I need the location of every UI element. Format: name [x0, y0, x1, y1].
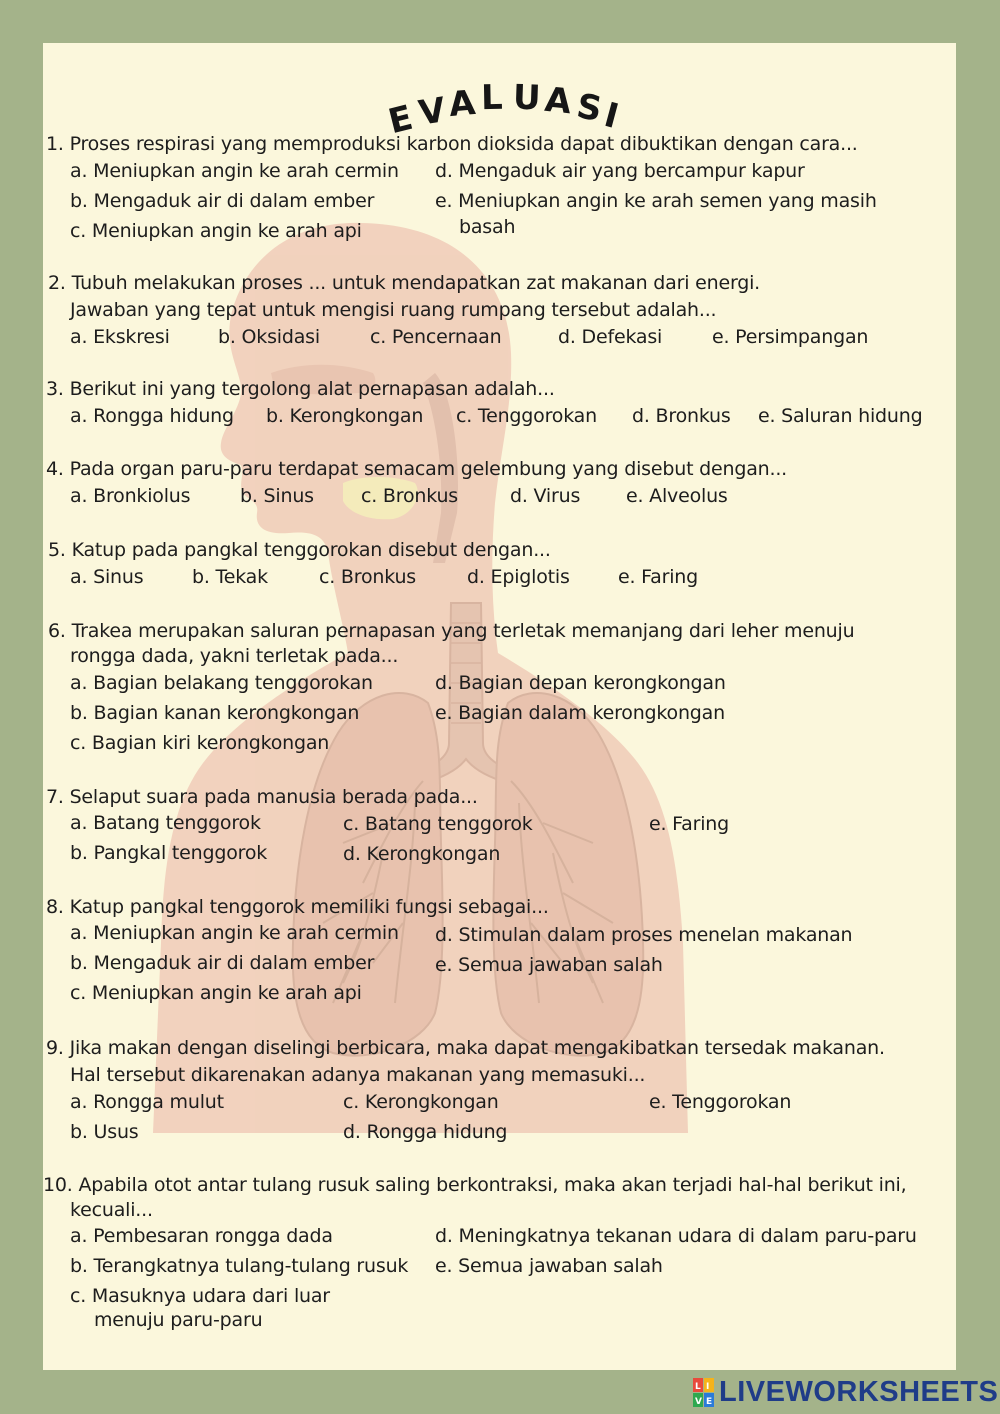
- question-5-option-b[interactable]: b. Tekak: [192, 566, 268, 588]
- question-1-text: 1. Proses respirasi yang memproduksi karbon dioksida dapat dibuktikan dengan cara...: [46, 133, 858, 155]
- question-7-option-a[interactable]: a. Batang tenggorok: [70, 812, 261, 834]
- title-letter: E: [384, 97, 417, 143]
- question-2-text-cont: Jawaban yang tepat untuk mengisi ruang rumpang tersebut adalah...: [70, 299, 717, 321]
- title-letter: L: [480, 77, 504, 119]
- title-letter: A: [542, 79, 574, 123]
- question-9-text: 9. Jika makan dengan diselingi berbicara, maka dapat mengakibatkan tersedak makanan.: [46, 1037, 885, 1059]
- title-letter: A: [447, 82, 478, 126]
- question-10-option-a[interactable]: a. Pembesaran rongga dada: [70, 1225, 333, 1247]
- question-9-option-b[interactable]: b. Usus: [70, 1121, 139, 1143]
- question-6-option-b[interactable]: b. Bagian kanan kerongkongan: [70, 702, 360, 724]
- question-3-text: 3. Berikut ini yang tergolong alat pernapasan adalah...: [46, 378, 555, 400]
- question-7-option-c[interactable]: c. Batang tenggorok: [343, 813, 533, 835]
- question-5-text: 5. Katup pada pangkal tenggorokan disebut dengan...: [48, 539, 551, 561]
- question-3-option-e[interactable]: e. Saluran hidung: [758, 405, 923, 427]
- title-letter: S: [573, 86, 605, 130]
- question-6-text: 6. Trakea merupakan saluran pernapasan yang terletak memanjang dari leher menuju: [48, 620, 855, 642]
- question-7-option-d[interactable]: d. Kerongkongan: [343, 843, 501, 865]
- question-1-option-c[interactable]: c. Meniupkan angin ke arah api: [70, 220, 362, 242]
- question-2-option-c[interactable]: c. Pencernaan: [370, 326, 502, 348]
- question-9-option-e[interactable]: e. Tenggorokan: [649, 1091, 792, 1113]
- question-10-text: 10. Apabila otot antar tulang rusuk saling berkontraksi, maka akan terjadi hal-hal berikut ini,: [43, 1174, 907, 1196]
- question-6-option-d[interactable]: d. Bagian depan kerongkongan: [435, 672, 726, 694]
- question-3-option-d[interactable]: d. Bronkus: [632, 405, 731, 427]
- question-10-option-c-cont: menuju paru-paru: [94, 1309, 263, 1331]
- question-4-text: 4. Pada organ paru-paru terdapat semacam gelembung yang disebut dengan...: [46, 458, 788, 480]
- question-2-option-b[interactable]: b. Oksidasi: [218, 326, 320, 348]
- question-1-option-b[interactable]: b. Mengaduk air di dalam ember: [70, 190, 375, 212]
- question-4-option-e[interactable]: e. Alveolus: [626, 485, 728, 507]
- question-1-option-d[interactable]: d. Mengaduk air yang bercampur kapur: [435, 160, 805, 182]
- question-8-option-b[interactable]: b. Mengaduk air di dalam ember: [70, 952, 375, 974]
- live-badge-letter-2: I: [706, 1382, 710, 1392]
- question-5-option-c[interactable]: c. Bronkus: [319, 566, 416, 588]
- question-2-option-a[interactable]: a. Ekskresi: [70, 326, 170, 348]
- question-10-option-d[interactable]: d. Meningkatnya tekanan udara di dalam paru-paru: [435, 1225, 917, 1247]
- worksheet-page: [43, 43, 956, 1370]
- question-4-option-c[interactable]: c. Bronkus: [361, 485, 458, 507]
- question-2-option-e[interactable]: e. Persimpangan: [712, 326, 869, 348]
- question-6-option-e[interactable]: e. Bagian dalam kerongkongan: [435, 702, 725, 724]
- live-badge-icon: [693, 1378, 715, 1408]
- question-8-option-e[interactable]: e. Semua jawaban salah: [435, 954, 663, 976]
- question-10-text-cont: kecuali...: [70, 1199, 153, 1221]
- question-3-option-c[interactable]: c. Tenggorokan: [456, 405, 597, 427]
- question-6-option-a[interactable]: a. Bagian belakang tenggorokan: [70, 672, 373, 694]
- question-2-option-d[interactable]: d. Defekasi: [558, 326, 663, 348]
- question-9-option-d[interactable]: d. Rongga hidung: [343, 1121, 508, 1143]
- title-letter: I: [600, 95, 623, 137]
- question-4-option-b[interactable]: b. Sinus: [240, 485, 314, 507]
- question-7-text: 7. Selaput suara pada manusia berada pada...: [46, 786, 478, 808]
- question-5-option-e[interactable]: e. Faring: [618, 566, 698, 588]
- live-badge-letter-3: V: [695, 1397, 702, 1407]
- title-letter: V: [416, 90, 449, 134]
- question-6-text-cont: rongga dada, yakni terletak pada...: [70, 645, 399, 667]
- liveworksheets-wordmark: LIVEWORKSHEETS: [719, 1376, 999, 1408]
- live-badge-letter-1: L: [695, 1382, 701, 1392]
- question-4-option-a[interactable]: a. Bronkiolus: [70, 485, 191, 507]
- question-9-option-c[interactable]: c. Kerongkongan: [343, 1091, 499, 1113]
- question-9-option-a[interactable]: a. Rongga mulut: [70, 1091, 224, 1113]
- question-1-option-a[interactable]: a. Meniupkan angin ke arah cermin: [70, 160, 399, 182]
- question-10-option-c[interactable]: c. Masuknya udara dari luar: [70, 1285, 330, 1307]
- question-8-option-c[interactable]: c. Meniupkan angin ke arah api: [70, 982, 362, 1004]
- question-9-text-cont: Hal tersebut dikarenakan adanya makanan yang memasuki...: [70, 1064, 646, 1086]
- question-4-option-d[interactable]: d. Virus: [510, 485, 581, 507]
- question-10-option-b[interactable]: b. Terangkatnya tulang-tulang rusuk: [70, 1255, 409, 1277]
- question-5-option-a[interactable]: a. Sinus: [70, 566, 144, 588]
- live-badge-letter-4: E: [706, 1397, 713, 1407]
- question-7-option-e[interactable]: e. Faring: [649, 813, 729, 835]
- question-5-option-d[interactable]: d. Epiglotis: [467, 566, 570, 588]
- question-1-option-e[interactable]: e. Meniupkan angin ke arah semen yang masih: [435, 190, 877, 212]
- question-10-option-e[interactable]: e. Semua jawaban salah: [435, 1255, 663, 1277]
- title-letter: U: [512, 77, 542, 119]
- question-8-option-d[interactable]: d. Stimulan dalam proses menelan makanan: [435, 924, 853, 946]
- question-3-option-b[interactable]: b. Kerongkongan: [266, 405, 424, 427]
- question-3-option-a[interactable]: a. Rongga hidung: [70, 405, 234, 427]
- question-7-option-b[interactable]: b. Pangkal tenggorok: [70, 842, 268, 864]
- question-8-text: 8. Katup pangkal tenggorok memiliki fungsi sebagai...: [46, 896, 549, 918]
- question-1-option-e-cont: basah: [459, 216, 516, 238]
- question-8-option-a[interactable]: a. Meniupkan angin ke arah cermin: [70, 922, 399, 944]
- question-2-text: 2. Tubuh melakukan proses ... untuk mendapatkan zat makanan dari energi.: [48, 272, 761, 294]
- question-6-option-c[interactable]: c. Bagian kiri kerongkongan: [70, 732, 330, 754]
